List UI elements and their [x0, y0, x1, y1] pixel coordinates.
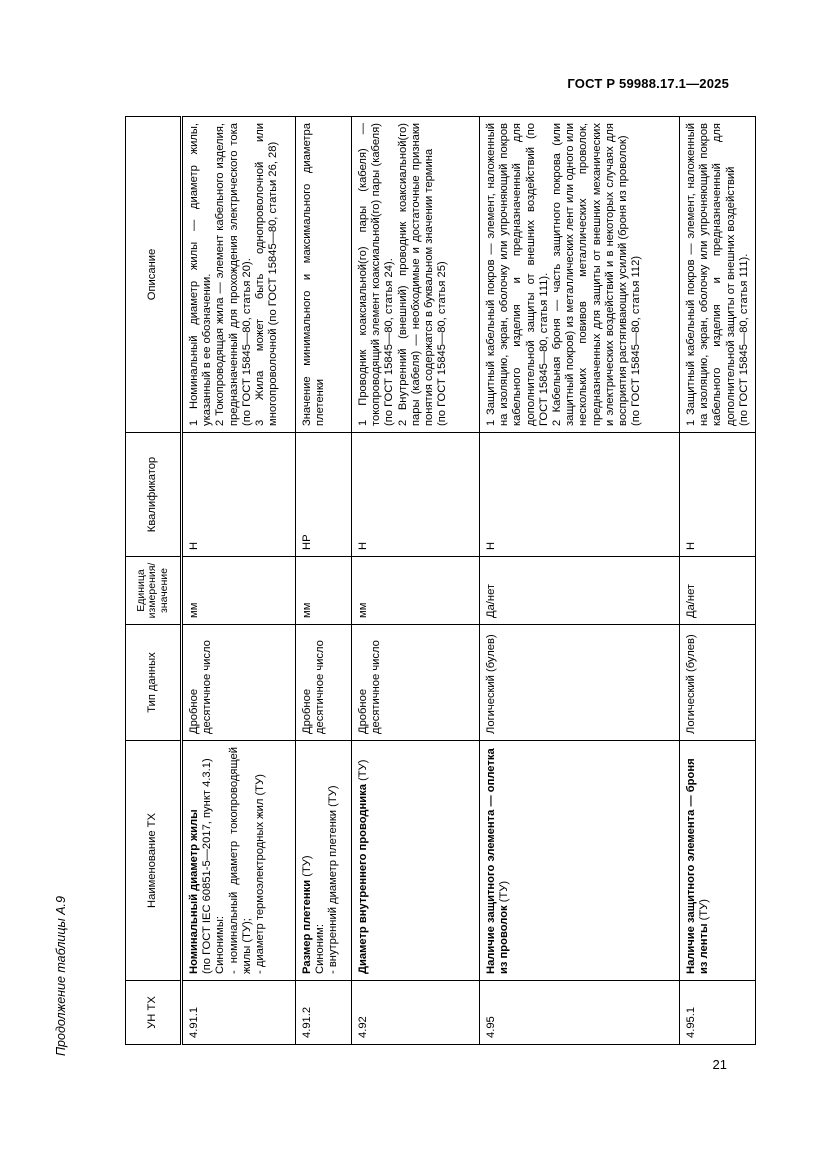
cell-description: [480, 117, 680, 433]
name-line: - внутренний диаметр плетенки (ТУ): [327, 785, 340, 974]
name-line: - номинальный диаметр токопроводящей жилы (ТУ);: [227, 747, 253, 974]
desc-line: 2 Внутренний (внешний) проводник коаксиальной(го) пары (кабеля) — необходимые и достаточные признаки понятия содержатся в буквальном значении термина: [396, 123, 436, 426]
cell-id: 4.91.2: [296, 981, 352, 1045]
cell-name: [680, 741, 756, 981]
table-row: [296, 117, 352, 1045]
cell-name: [352, 741, 480, 981]
cell-id: 4.92: [352, 981, 480, 1045]
desc-line: 2 Кабельная броня — часть защитного покрова (или защитный покров) из металлических лент или одного или нескольких повивов металлических проволок, предназначенных для защиты от внешних механических и электрических воздействий и в некоторых случаях для восприятия растягивающих усилий (броня из проволок): [551, 123, 630, 426]
desc-line: (по ГОСТ 15845—80, статья 112): [630, 255, 643, 426]
table-row: [182, 117, 296, 1045]
desc-line: 1 Номинальный диаметр жилы — диаметр жилы, указанный в ее обозначении.: [188, 123, 214, 426]
name-line: Синоним:: [314, 924, 327, 974]
name-line: Синонимы:: [214, 916, 227, 974]
cell-name: [296, 741, 352, 981]
name-line: - диаметр термоэлектродных жил (ТУ): [254, 774, 267, 974]
cell-description: [352, 117, 480, 433]
table-row: [480, 117, 680, 1045]
col-header-type: Тип данных: [126, 625, 182, 741]
cell-qualifier: Н: [480, 433, 680, 557]
cell-qualifier: Н: [182, 433, 296, 557]
cell-description: [182, 117, 296, 433]
desc-line: (по ГОСТ 15845—80, статья 25): [436, 261, 449, 426]
cell-id: 4.95.1: [680, 981, 756, 1045]
table-row: [680, 117, 756, 1045]
name-suffix: (ТУ): [357, 759, 369, 785]
name-suffix: (ТУ): [698, 898, 711, 924]
name-suffix: (ТУ): [301, 855, 313, 880]
desc-line: (по ГОСТ 15845—80, статья 111).: [737, 253, 750, 426]
document-code: ГОСТ Р 59988.17.1—2025: [567, 76, 729, 91]
name-bold: Диаметр внутреннего проводника: [357, 784, 369, 974]
col-header-unit: Единица измерения/значение: [126, 557, 182, 625]
desc-line: Значение минимального и максимального диаметра плетенки: [301, 123, 327, 426]
desc-line: 3 Жила может быть однопроволочной или многопроволочной (по ГОСТ 15845—80, статьи 26, 28): [254, 123, 280, 426]
characteristics-table: [125, 116, 756, 1045]
desc-line: 2 Токопроводящая жила — элемент кабельного изделия, предназначенный для прохождения электрического тока (по ГОСТ 15845—80, статья 20).: [214, 123, 253, 426]
desc-line: 1 Защитный кабельный покров — элемент, наложенный на изоляцию, экран, оболочку или упрочняющий покров кабельного изделия и предназначенный для дополнительной защиты от внешних воздействий: [685, 123, 737, 426]
cell-unit: мм: [182, 557, 296, 625]
cell-unit: мм: [352, 557, 480, 625]
cell-type: Логический (булев): [480, 625, 680, 741]
col-header-description: Описание: [126, 117, 182, 433]
cell-unit: Да/нет: [480, 557, 680, 625]
table-header-row: [126, 117, 182, 1045]
cell-id: 4.95: [480, 981, 680, 1045]
col-header-qualifier: Квалификатор: [126, 433, 182, 557]
cell-description: [296, 117, 352, 433]
name-bold: Размер плетенки: [301, 879, 313, 974]
cell-name: [480, 741, 680, 981]
cell-type: Дробное десятичное число: [296, 625, 352, 741]
name-bold: Наличие защитного элемента — оплетка из проволок: [485, 748, 511, 974]
rotated-table-container: [125, 117, 750, 1045]
name-bold: Наличие защитного элемента — броня из ленты: [685, 758, 711, 974]
cell-qualifier: НР: [296, 433, 352, 557]
cell-name: [182, 741, 296, 981]
name-bold: Номинальный диаметр жилы: [188, 809, 200, 974]
cell-type: Дробное десятичное число: [352, 625, 480, 741]
cell-unit: Да/нет: [680, 557, 756, 625]
desc-line: 1 Проводник коаксиальной(го) пары (кабеля) — токопроводящий элемент коаксиальной(го) пары (кабеля) (по ГОСТ 15845—80, статья 24).: [357, 123, 396, 426]
cell-id: 4.91.1: [182, 981, 296, 1045]
page-number: 21: [712, 1057, 727, 1072]
cell-type: Дробное десятичное число: [182, 625, 296, 741]
table-row: [352, 117, 480, 1045]
cell-type: Логический (булев): [680, 625, 756, 741]
cell-description: [680, 117, 756, 433]
cell-qualifier: Н: [680, 433, 756, 557]
cell-unit: мм: [296, 557, 352, 625]
name-line: (по ГОСТ IEC 60851-5—2017, пункт 4.3.1): [201, 758, 214, 974]
table-caption: Продолжение таблицы А.9: [54, 896, 68, 1056]
cell-qualifier: Н: [352, 433, 480, 557]
col-header-name: Наименование ТХ: [126, 741, 182, 981]
col-header-id: УН ТХ: [126, 981, 182, 1045]
desc-line: 1 Защитный кабельный покров — элемент, наложенный на изоляцию, экран, оболочку или упрочняющий покров кабельного изделия и предназначенный для дополнительной защиты от внешних воздействий (по ГОСТ 15845—80, статья 111).: [485, 123, 550, 426]
name-suffix: (ТУ): [498, 880, 511, 906]
